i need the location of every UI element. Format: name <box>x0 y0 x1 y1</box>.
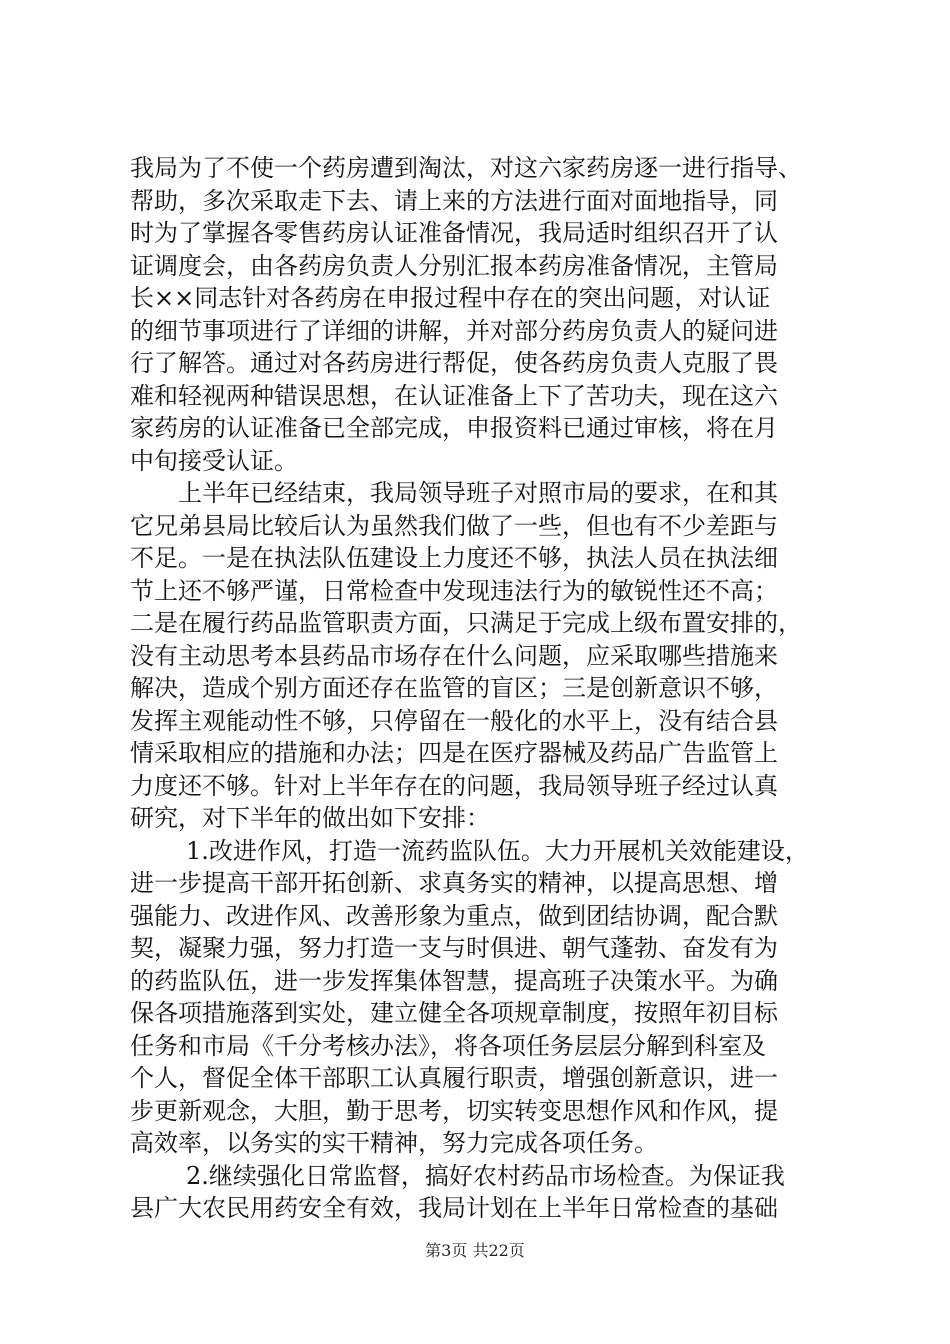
paragraph-start-line: 上半年已经结束，我局领导班子对照市局的要求，在和其 <box>178 479 778 507</box>
text-line: 没有主动思考本县药品市场存在什么问题，应采取哪些措施来 <box>130 641 778 670</box>
text-line: 保各项措施落到实处，建立健全各项规章制度，按照年初目标 <box>130 999 778 1027</box>
numbered-item-line: 2.继续强化日常监督，搞好农村药品市场检查。为保证我 <box>186 1161 785 1190</box>
page-number-label: 第3页 共22页 <box>425 1241 525 1260</box>
text-line: 证调度会，由各药房负责人分别汇报本药房准备情况，主管局 <box>130 251 778 280</box>
text-line: 不足。一是在执法队伍建设上力度还不够，执法人员在执法细 <box>130 544 778 572</box>
numbered-item-line: 1.改进作风，打造一流药监队伍。大力开展机关效能建设， <box>186 836 809 865</box>
text-line: 强能力、改进作风、改善形象为重点，做到团结协调，配合默 <box>130 901 778 930</box>
text-line: 发挥主观能动性不够，只停留在一般化的水平上，没有结合县 <box>130 706 778 735</box>
text-line: 时为了掌握各零售药房认证准备情况，我局适时组织召开了认 <box>130 219 778 247</box>
text-line: 个人，督促全体干部职工认真履行职责，增强创新意识，进一 <box>130 1064 778 1092</box>
page-footer <box>0 1238 950 1261</box>
text-line: 契，凝聚力强，努力打造一支与时俱进、朝气蓬勃、奋发有为 <box>130 934 778 962</box>
text-line: 节上还不够严谨，日常检查中发现违法行为的敏锐性还不高； <box>130 576 778 605</box>
text-line: 帮助，多次采取走下去、请上来的方法进行面对面地指导，同 <box>130 186 778 215</box>
text-line: 进一步提高干部开拓创新、求真务实的精神，以提高思想、增 <box>130 869 778 897</box>
text-line: 的药监队伍，进一步发挥集体智慧，提高班子决策水平。为确 <box>130 966 778 995</box>
text-line: 步更新观念，大胆，勤于思考，切实转变思想作风和作风，提 <box>130 1096 778 1125</box>
text-line: 情采取相应的措施和办法；四是在医疗器械及药品广告监管上 <box>130 739 778 767</box>
text-line: 的细节事项进行了详细的讲解，并对部分药房负责人的疑问进 <box>130 316 778 345</box>
text-line: 力度还不够。针对上半年存在的问题，我局领导班子经过认真 <box>130 771 778 800</box>
text-line: 解决，造成个别方面还存在监管的盲区；三是创新意识不够， <box>130 674 778 702</box>
text-line: 县广大农民用药安全有效，我局计划在上半年日常检查的基础 <box>130 1194 778 1222</box>
text-line: 我局为了不使一个药房遭到淘汰，对这六家药房逐一进行指导、 <box>130 154 802 182</box>
document-body <box>130 152 830 1225</box>
text-line: 家药房的认证准备已全部完成，申报资料已通过审核，将在月 <box>130 414 778 442</box>
text-line: 研究，对下半年的做出如下安排： <box>130 804 490 832</box>
text-line: 难和轻视两种错误思想，在认证准备上下了苦功夫，现在这六 <box>130 381 778 410</box>
text-line: 高效率，以务实的实干精神，努力完成各项任务。 <box>130 1129 658 1157</box>
text-line: 任务和市局《千分考核办法》，将各项任务层层分解到科室及 <box>130 1031 766 1060</box>
text-line: 长××同志针对各药房在申报过程中存在的突出问题，对认证 <box>130 284 771 312</box>
text-line: 中旬接受认证。 <box>130 446 298 475</box>
text-line: 行了解答。通过对各药房进行帮促，使各药房负责人克服了畏 <box>130 349 778 377</box>
text-line: 二是在履行药品监管职责方面，只满足于完成上级布置安排的， <box>130 609 802 637</box>
text-line: 它兄弟县局比较后认为虽然我们做了一些，但也有不少差距与 <box>130 511 778 540</box>
